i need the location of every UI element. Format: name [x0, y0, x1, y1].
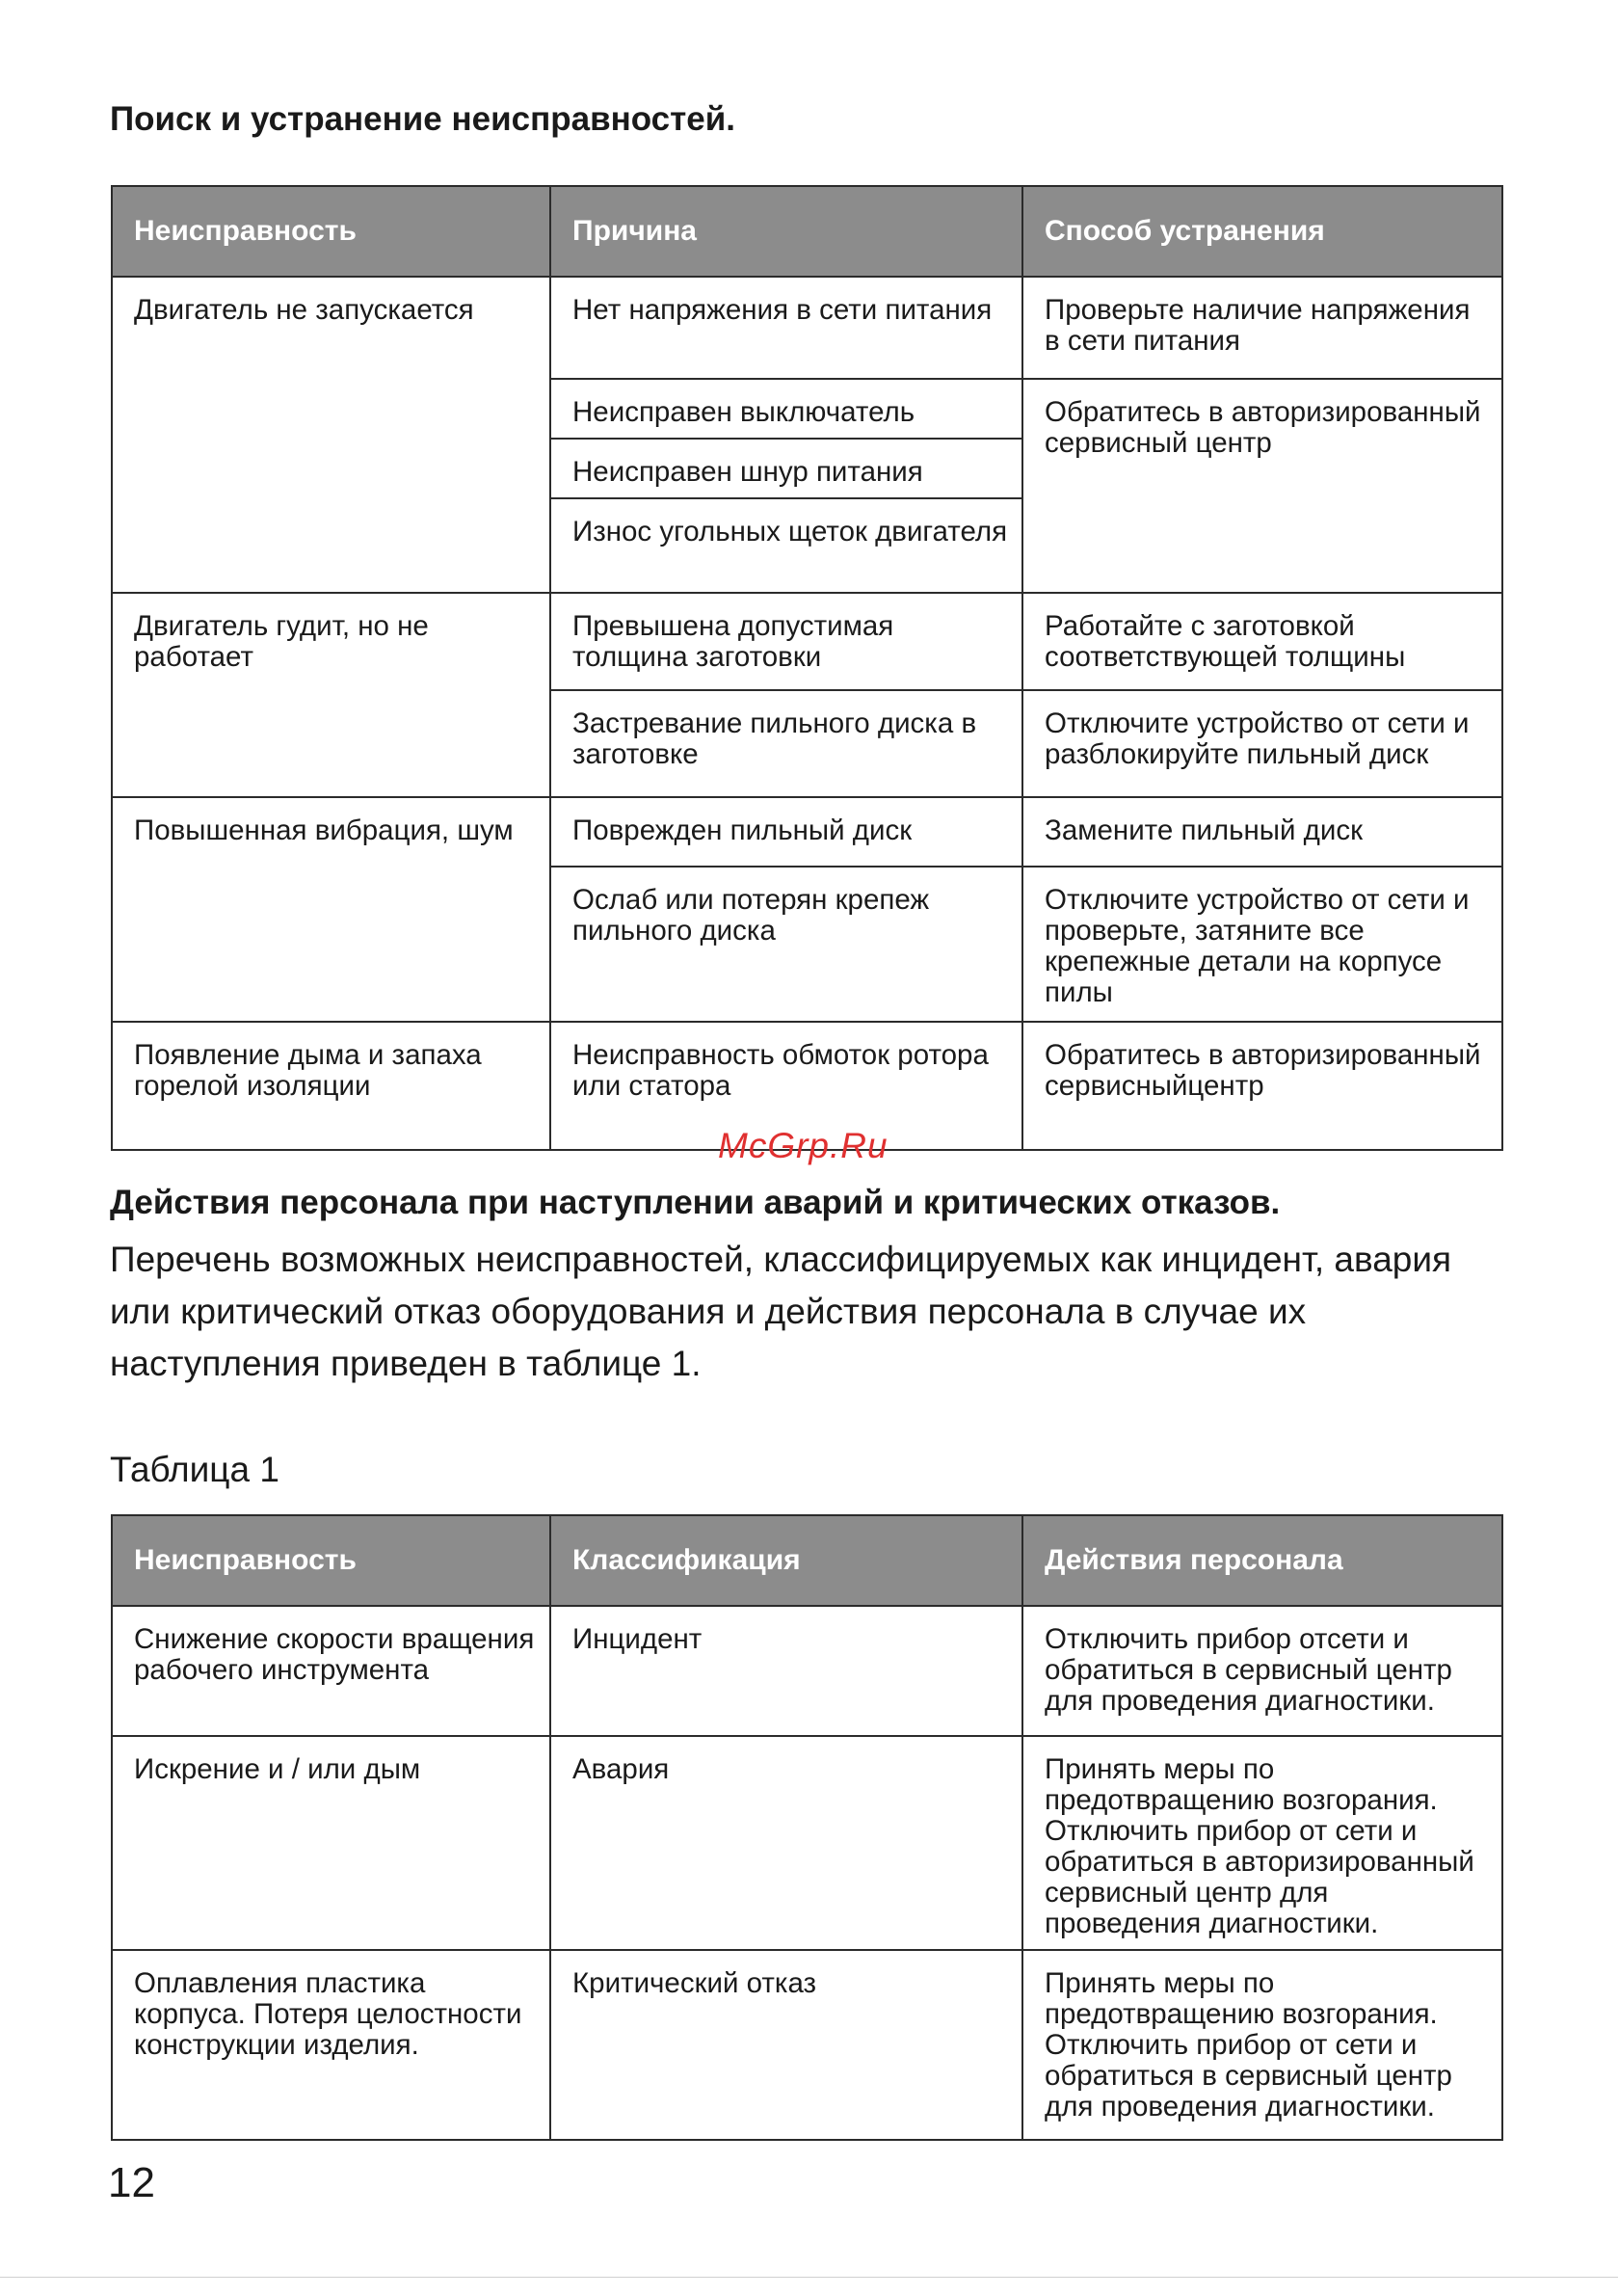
intro-paragraph: Перечень возможных неисправностей, классифицируемых как инцидент, авария или критический отказ оборудования и действия персонала в случае их наступления приведен в таблице 1.: [110, 1240, 1452, 1383]
remedy-cell: Отключите устройство от сети и проверьте, затяните все крепежные детали на корпусе пилы: [1022, 867, 1502, 1022]
action-cell: Отключить прибор отсети и обратиться в сервисный центр для проведения диагностики.: [1022, 1606, 1502, 1736]
fault-cell: Появление дыма и запаха горелой изоляции: [112, 1022, 550, 1150]
table-row: [112, 1606, 1502, 1736]
column-header-remedy: Способ устранения: [1022, 186, 1502, 277]
incident-classification-table: [111, 1514, 1503, 2141]
table-header-row: [112, 186, 1502, 277]
table-row: [112, 1950, 1502, 2140]
fault-cell: Оплавления пластика корпуса. Потеря целостности конструкции изделия.: [112, 1950, 550, 2140]
section-title-troubleshooting: Поиск и устранение неисправностей.: [110, 100, 735, 138]
page-number: 12: [108, 2159, 155, 2206]
watermark: McGrp.Ru: [718, 1126, 889, 1165]
table-row: [112, 1736, 1502, 1950]
section-title-emergency-actions: Действия персонала при наступлении аварий и критических отказов.: [110, 1184, 1281, 1221]
remedy-cell: Работайте с заготовкой соответствующей толщины: [1022, 593, 1502, 690]
remedy-cell: Отключите устройство от сети и разблокируйте пильный диск: [1022, 690, 1502, 797]
cause-cell: Превышена допустимая толщина заготовки: [550, 593, 1022, 690]
action-cell: Принять меры по предотвращению возгорания. Отключить прибор от сети и обратиться в сервисный центр для проведения диагностики.: [1022, 1950, 1502, 2140]
classification-cell: Авария: [550, 1736, 1022, 1950]
table-row: [112, 277, 1502, 379]
troubleshooting-table: [111, 185, 1503, 1151]
column-header-fault: Неисправность: [112, 186, 550, 277]
fault-cell: Двигатель не запускается: [112, 277, 550, 593]
cause-cell: Неисправен шнур питания: [550, 439, 1022, 498]
column-header-personnel-actions: Действия персонала: [1022, 1515, 1502, 1606]
cause-cell: Нет напряжения в сети питания: [550, 277, 1022, 379]
column-header-cause: Причина: [550, 186, 1022, 277]
column-header-classification: Классификация: [550, 1515, 1022, 1606]
classification-cell: Критический отказ: [550, 1950, 1022, 2140]
cause-cell: Неисправен выключатель: [550, 379, 1022, 439]
fault-cell: Повышенная вибрация, шум: [112, 797, 550, 1022]
classification-cell: Инцидент: [550, 1606, 1022, 1736]
remedy-cell: Замените пильный диск: [1022, 797, 1502, 867]
cause-cell: Ослаб или потерян крепеж пильного диска: [550, 867, 1022, 1022]
table-row: [112, 593, 1502, 690]
bottom-divider: [0, 2277, 1618, 2278]
fault-cell: Двигатель гудит, но не работает: [112, 593, 550, 797]
cause-cell: Износ угольных щеток двигателя: [550, 498, 1022, 593]
cause-cell: Поврежден пильный диск: [550, 797, 1022, 867]
table-header-row: [112, 1515, 1502, 1606]
column-header-fault: Неисправность: [112, 1515, 550, 1606]
table-caption: Таблица 1: [110, 1450, 279, 1489]
remedy-cell: Обратитесь в авторизированный сервисныйцентр: [1022, 1022, 1502, 1150]
fault-cell: Искрение и / или дым: [112, 1736, 550, 1950]
cause-cell: Неисправность обмоток ротора или статора: [550, 1022, 1022, 1150]
table-row: [112, 797, 1502, 867]
remedy-cell: Проверьте наличие напряжения в сети питания: [1022, 277, 1502, 379]
fault-cell: Снижение скорости вращения рабочего инструмента: [112, 1606, 550, 1736]
remedy-cell: Обратитесь в авторизированный сервисный центр: [1022, 379, 1502, 593]
cause-cell: Застревание пильного диска в заготовке: [550, 690, 1022, 797]
action-cell: Принять меры по предотвращению возгорания. Отключить прибор от сети и обратиться в авторизированный сервисный центр для проведения диагностики.: [1022, 1736, 1502, 1950]
